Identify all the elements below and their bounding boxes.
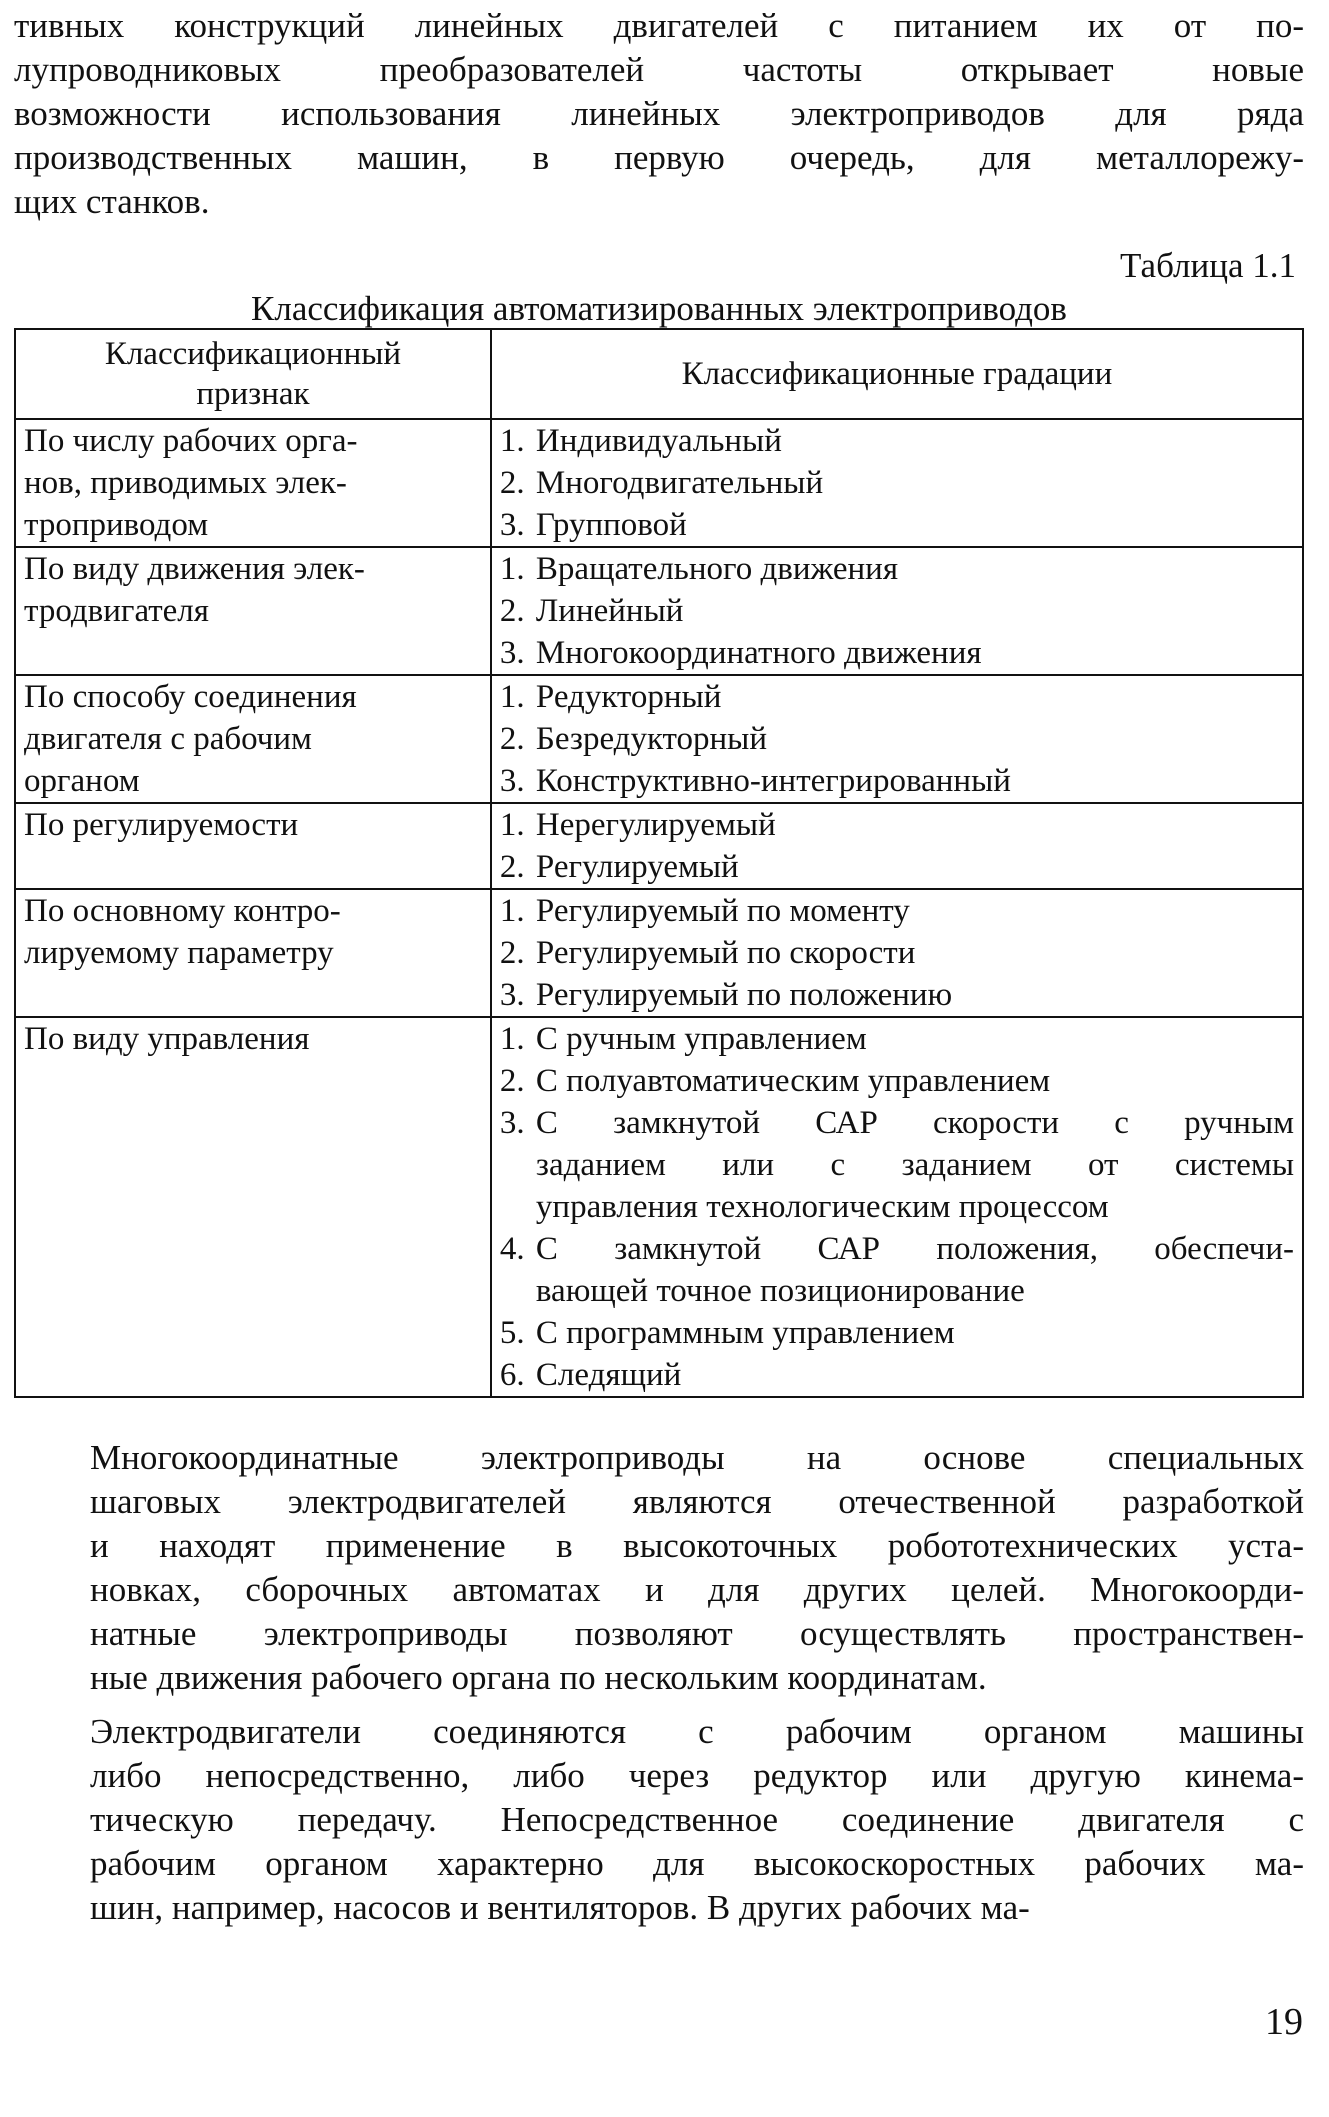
- book-page: [14, 0, 1304, 1930]
- gradation-list: [500, 420, 1294, 546]
- table-row: [15, 419, 1303, 547]
- gradation-item: [500, 1060, 1294, 1102]
- gradation-line: Индивидуальный: [535, 423, 782, 459]
- gradation-line: Линейный: [535, 593, 684, 629]
- gradation-list: [500, 1018, 1294, 1396]
- gradation-number: 1.: [499, 1021, 525, 1057]
- gradation-text: [536, 504, 1294, 546]
- gradation-text: [536, 760, 1294, 802]
- gradation-number: 2.: [499, 721, 525, 757]
- intro-paragraph: [14, 4, 1304, 224]
- gradations-cell: [491, 1017, 1303, 1397]
- gradation-line: вающей точное позиционирование: [535, 1273, 1025, 1309]
- gradation-text: [536, 804, 1294, 846]
- paragraph-line: Многокоординатные электроприводы на основе специальных: [90, 1438, 1304, 1477]
- gradation-number: 2.: [499, 849, 525, 885]
- feature-cell: По регулируемости: [15, 803, 491, 889]
- gradation-list: [500, 676, 1294, 802]
- gradation-item: [500, 1312, 1294, 1354]
- table-caption: Классификация автоматизированных электроприводов: [251, 289, 1067, 328]
- gradation-number: 2.: [499, 935, 525, 971]
- feature-cell: По виду управления: [15, 1017, 491, 1397]
- gradation-text: [536, 846, 1294, 888]
- gradation-line: Регулируемый по скорости: [535, 935, 916, 971]
- table-row: [15, 547, 1303, 675]
- gradation-text: [536, 462, 1294, 504]
- gradations-cell: [491, 419, 1303, 547]
- gradation-line: Регулируемый по положению: [535, 977, 953, 1013]
- gradation-item: [500, 462, 1294, 504]
- paragraph-line: натные электроприводы позволяют осуществлять пространствен-: [90, 1614, 1304, 1653]
- gradation-item: [500, 1228, 1294, 1312]
- gradation-number: 2.: [499, 1063, 525, 1099]
- gradation-number: 3.: [499, 507, 525, 543]
- gradation-item: [500, 760, 1294, 802]
- gradation-number: 3.: [499, 1105, 525, 1141]
- paragraph-line: и находят применение в высокоточных робототехнических уста-: [90, 1526, 1304, 1565]
- gradation-text: [536, 1102, 1294, 1228]
- table-header-row: [15, 329, 1303, 419]
- gradation-list: [500, 804, 1294, 888]
- gradation-number: 1.: [499, 893, 525, 929]
- table-body: [15, 419, 1303, 1397]
- paragraph-line: Электродвигатели соединяются с рабочим органом машины: [90, 1712, 1304, 1751]
- gradation-text: [536, 890, 1294, 932]
- gradation-item: [500, 1102, 1294, 1228]
- gradation-text: [536, 1312, 1294, 1354]
- paragraph-line: шин, например, насосов и вентиляторов. В других рабочих ма-: [90, 1888, 1030, 1927]
- gradation-line: Групповой: [535, 507, 687, 543]
- gradations-cell: [491, 803, 1303, 889]
- gradation-number: 4.: [499, 1231, 525, 1267]
- gradation-text: [536, 718, 1294, 760]
- paragraph-multicoordinate: [14, 1436, 1304, 1700]
- feature-cell: По виду движения элек- тродвигателя: [15, 547, 491, 675]
- gradation-line: управления технологическим процессом: [535, 1189, 1109, 1225]
- table-row: [15, 675, 1303, 803]
- paragraph-line: либо непосредственно, либо через редуктор или другую кинема-: [90, 1756, 1304, 1795]
- gradation-number: 3.: [499, 977, 525, 1013]
- gradations-cell: [491, 547, 1303, 675]
- gradation-number: 1.: [499, 423, 525, 459]
- paragraph-line: возможности использования линейных электроприводов для ряда: [14, 94, 1304, 133]
- paragraph-motor-connection: [14, 1710, 1304, 1930]
- gradation-item: [500, 1354, 1294, 1396]
- gradation-item: [500, 420, 1294, 462]
- header-gradations-cell: Классификационные градации: [491, 329, 1303, 419]
- gradation-line: Редукторный: [535, 679, 722, 715]
- gradation-text: [536, 590, 1294, 632]
- gradation-number: 2.: [499, 593, 525, 629]
- gradation-number: 3.: [499, 635, 525, 671]
- gradation-item: [500, 804, 1294, 846]
- gradation-text: [536, 1018, 1294, 1060]
- gradation-text: [536, 676, 1294, 718]
- gradation-line: Безредукторный: [535, 721, 768, 757]
- gradation-list: [500, 890, 1294, 1016]
- gradation-line: Многокоординатного движения: [535, 635, 982, 671]
- feature-cell: По основному контро- лируемому параметру: [15, 889, 491, 1017]
- gradation-text: [536, 932, 1294, 974]
- gradation-text: [536, 1228, 1294, 1312]
- table-number: Таблица 1.1: [1120, 246, 1296, 285]
- gradation-line: Конструктивно-интегрированный: [535, 763, 1011, 799]
- gradation-item: [500, 846, 1294, 888]
- gradation-number: 2.: [499, 465, 525, 501]
- gradation-number: 1.: [499, 807, 525, 843]
- gradation-item: [500, 632, 1294, 674]
- paragraph-line: щих станков.: [14, 182, 210, 221]
- table-row: [15, 803, 1303, 889]
- gradation-item: [500, 676, 1294, 718]
- gradation-item: [500, 548, 1294, 590]
- gradation-line: Многодвигательный: [535, 465, 824, 501]
- gradation-item: [500, 1018, 1294, 1060]
- gradation-number: 5.: [499, 1315, 525, 1351]
- gradation-item: [500, 590, 1294, 632]
- page-number: 19: [1265, 2001, 1303, 2043]
- gradation-line: С замкнутой САР положения, обеспечи-: [535, 1231, 1294, 1267]
- feature-cell: По числу рабочих орга- нов, приводимых элек- троприводом: [15, 419, 491, 547]
- gradation-line: Вращательного движения: [535, 551, 899, 587]
- gradation-number: 1.: [499, 679, 525, 715]
- paragraph-line: производственных машин, в первую очередь, для металлорежу-: [14, 138, 1304, 177]
- gradation-text: [536, 1060, 1294, 1102]
- gradation-text: [536, 548, 1294, 590]
- paragraph-line: рабочим органом характерно для высокоскоростных рабочих ма-: [90, 1844, 1304, 1883]
- gradations-cell: [491, 889, 1303, 1017]
- gradation-line: Нерегулируемый: [535, 807, 776, 843]
- gradation-text: [536, 974, 1294, 1016]
- classification-table: [14, 328, 1304, 1398]
- gradation-line: заданием или с заданием от системы: [535, 1147, 1294, 1183]
- gradation-text: [536, 420, 1294, 462]
- gradation-line: С программным управлением: [535, 1315, 955, 1351]
- table-row: [15, 889, 1303, 1017]
- gradation-line: Регулируемый: [535, 849, 739, 885]
- gradation-item: [500, 504, 1294, 546]
- gradation-line: С полуавтоматическим управлением: [535, 1063, 1051, 1099]
- gradation-item: [500, 890, 1294, 932]
- header-feature-cell: Классификационный признак: [15, 329, 491, 419]
- gradations-cell: [491, 675, 1303, 803]
- paragraph-line: шаговых электродвигателей являются отечественной разработкой: [90, 1482, 1304, 1521]
- gradation-item: [500, 974, 1294, 1016]
- paragraph-line: ные движения рабочего органа по нескольким координатам.: [90, 1658, 987, 1697]
- gradation-line: С ручным управлением: [535, 1021, 867, 1057]
- gradation-line: Следящий: [535, 1357, 682, 1393]
- gradation-item: [500, 718, 1294, 760]
- gradation-line: Регулируемый по моменту: [535, 893, 910, 929]
- table-row: [15, 1017, 1303, 1397]
- paragraph-line: новках, сборочных автоматах и для других целей. Многокоорди-: [90, 1570, 1304, 1609]
- gradation-number: 1.: [499, 551, 525, 587]
- paragraph-line: тическую передачу. Непосредственное соединение двигателя с: [90, 1800, 1304, 1839]
- gradation-list: [500, 548, 1294, 674]
- feature-cell: По способу соединения двигателя с рабочим органом: [15, 675, 491, 803]
- gradation-text: [536, 1354, 1294, 1396]
- gradation-item: [500, 932, 1294, 974]
- gradation-line: С замкнутой САР скорости с ручным: [535, 1105, 1294, 1141]
- gradation-text: [536, 632, 1294, 674]
- paragraph-line: лупроводниковых преобразователей частоты открывает новые: [14, 50, 1304, 89]
- paragraph-line: тивных конструкций линейных двигателей с питанием их от по-: [14, 6, 1304, 45]
- gradation-number: 3.: [499, 763, 525, 799]
- gradation-number: 6.: [499, 1357, 525, 1393]
